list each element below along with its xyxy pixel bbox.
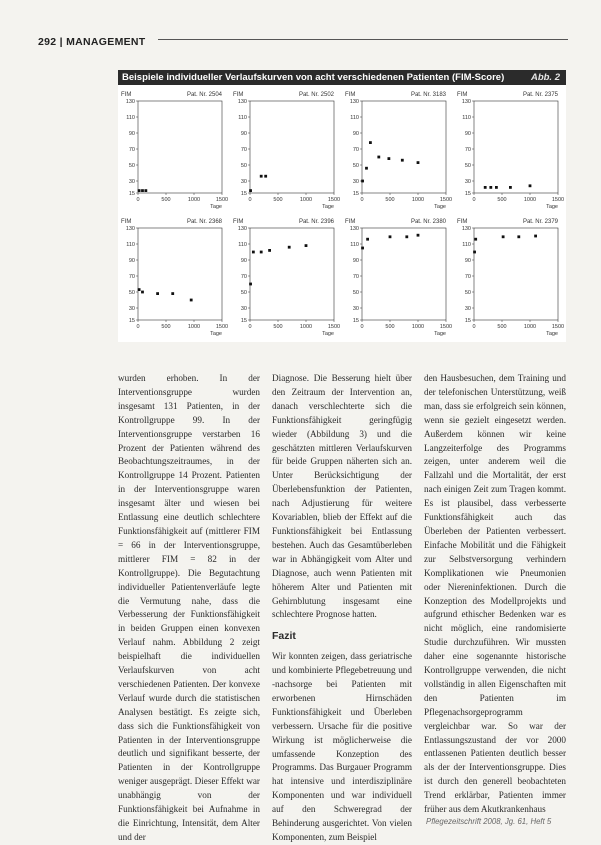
x-axis-label: Tage	[546, 331, 558, 337]
data-point	[509, 186, 512, 189]
y-tick-label: 110	[462, 115, 471, 121]
column-1-text: wurden erhoben. In der Interventionsgruppe wurden insgesamt 131 Patienten, in der Kontrollgruppe 99. In der Interventionsgruppe verstarben 16 Prozent der Patienten während des Beobachtungszeitraumes, in der Kontrollgruppe 14 Prozent. Patienten in der Interventionsgruppe waren insgesamt älter und wiesen bei Entlassung eine deutlich schlechtere Funktionsfähigkeit auf (mittlerer FIM = 66 in der Interventionsgruppe, mittlerer FIM = 82 in der Kontrollgruppe). Die Begutachtung individueller Patientenverläufe legte die Vermutung nahe, dass die Verbesserung der Funktionsfähigkeit in beiden Gruppen einen konvexen Verlauf nahm. Abbildung 2 zeigt beispielhaft die individuellen Verlaufskurven von acht verschiedenen Patienten. Der konvexe Verlauf wurde durch die statistischen Analysen bestätigt. Es zeigte sich, dass sich die Funktionsfähigkeit von Patienten in der Interventionsgruppe deutlich und signifikant besserte, der Patienten in der Kontrollgruppe weniger ausgeprägt. Dieser Effekt war unabhängig von der Funktionsfähigkeit bei Aufnahme in die Einrichtung, Intensität, dem Alter und der	[118, 373, 260, 842]
y-tick-label: 70	[128, 274, 135, 280]
y-tick-label: 110	[126, 115, 135, 121]
panel-title: Pat. Nr. 2379	[522, 219, 558, 225]
y-tick-label: 130	[349, 226, 359, 232]
y-tick-label: 15	[240, 318, 247, 324]
y-tick-label: 15	[352, 318, 359, 324]
data-point	[473, 251, 476, 254]
text-column-1	[118, 372, 260, 845]
data-point	[387, 157, 390, 160]
plot-frame	[250, 228, 334, 320]
y-tick-label: 70	[240, 274, 247, 280]
y-axis-label: FIM	[457, 92, 468, 98]
y-tick-label: 130	[349, 99, 359, 105]
y-axis-label: FIM	[345, 219, 356, 225]
x-tick-label: 1500	[327, 197, 341, 203]
data-point	[417, 234, 420, 237]
y-axis-label: FIM	[121, 92, 132, 98]
x-tick-label: 0	[248, 324, 252, 330]
y-tick-label: 130	[237, 99, 247, 105]
x-axis-label: Tage	[210, 331, 222, 337]
chart-panel	[457, 219, 564, 337]
y-tick-label: 90	[128, 131, 135, 137]
footer-citation: Pflegezeitschrift 2008, Jg. 61, Heft 5	[426, 817, 552, 826]
data-point	[534, 235, 537, 238]
y-tick-label: 110	[350, 115, 359, 121]
data-point	[369, 141, 372, 144]
x-tick-label: 1500	[215, 197, 229, 203]
data-point	[361, 247, 364, 250]
column-2-text: Diagnose. Die Besserung hielt über den Zeitraum der Intervention an, danach verschlechterte sich die Funktionsfähigkeit geringfügig wieder (Abbildung 3) und die geschätzten mittleren Verlaufskurven für beide Gruppen näherten sich an. Unter Berücksichtigung der Überlebensfunktion der Patienten, nach Adjustierung für weitere Kovariablen, blieb der Effekt auf die Funktionsfähigkeit bei Entlassung bestehen. Auch das Gesamtüberleben war in Abhängigkeit vom Alter und Diagnose, auch wenn Patienten mit höherem Alter und Patienten mit Gehirnblutung insgesamt eine schlechtere Prognose hatten.	[272, 373, 412, 620]
x-tick-label: 500	[497, 197, 507, 203]
y-tick-label: 30	[128, 306, 135, 312]
y-tick-label: 50	[240, 290, 247, 296]
x-tick-label: 500	[385, 324, 395, 330]
data-point	[377, 156, 380, 159]
data-point	[141, 291, 144, 294]
y-tick-label: 110	[238, 115, 247, 121]
data-point	[389, 235, 392, 238]
data-point	[268, 249, 271, 252]
data-point	[144, 189, 147, 192]
y-tick-label: 90	[464, 258, 471, 264]
y-tick-label: 90	[240, 258, 247, 264]
data-point	[138, 288, 141, 291]
y-tick-label: 30	[352, 306, 359, 312]
x-tick-label: 1500	[215, 324, 229, 330]
page-number: 292	[38, 36, 57, 48]
data-point	[138, 189, 141, 192]
y-tick-label: 70	[240, 147, 247, 153]
y-tick-label: 50	[464, 163, 471, 169]
x-tick-label: 1000	[411, 197, 425, 203]
y-tick-label: 70	[128, 147, 135, 153]
x-tick-label: 0	[136, 324, 140, 330]
chart-panel	[233, 92, 340, 210]
x-tick-label: 1000	[523, 324, 537, 330]
plot-frame	[138, 101, 222, 193]
data-point	[365, 167, 368, 170]
data-point	[366, 238, 369, 241]
panel-title: Pat. Nr. 2396	[298, 219, 334, 225]
data-point	[156, 292, 159, 295]
y-tick-label: 30	[128, 179, 135, 185]
panel-title: Pat. Nr. 2502	[298, 92, 334, 98]
data-point	[190, 299, 193, 302]
chart-panel	[233, 219, 340, 337]
y-tick-label: 130	[125, 99, 135, 105]
section-title: MANAGEMENT	[66, 36, 146, 48]
x-tick-label: 1000	[411, 324, 425, 330]
chart-panel	[121, 219, 228, 337]
y-tick-label: 90	[352, 131, 359, 137]
panel-title: Pat. Nr. 2368	[186, 219, 222, 225]
y-tick-label: 90	[352, 258, 359, 264]
y-axis-label: FIM	[233, 219, 244, 225]
x-tick-label: 1000	[523, 197, 537, 203]
y-tick-label: 30	[240, 179, 247, 185]
panel-title: Pat. Nr. 2504	[186, 92, 222, 98]
figure-title-bar	[118, 70, 566, 85]
x-tick-label: 1500	[439, 324, 453, 330]
x-tick-label: 1000	[187, 197, 201, 203]
x-tick-label: 500	[385, 197, 395, 203]
text-column-2	[272, 372, 412, 845]
data-point	[517, 235, 520, 238]
x-tick-label: 1500	[551, 324, 565, 330]
x-tick-label: 0	[248, 197, 252, 203]
y-tick-label: 130	[237, 226, 247, 232]
panel-title: Pat. Nr. 3183	[410, 92, 446, 98]
page-header	[38, 32, 568, 46]
y-tick-label: 70	[352, 274, 359, 280]
data-point	[529, 184, 532, 187]
data-point	[502, 235, 505, 238]
plot-frame	[250, 101, 334, 193]
y-axis-label: FIM	[233, 92, 244, 98]
header-rule	[158, 39, 568, 40]
data-point	[260, 175, 263, 178]
x-tick-label: 1000	[299, 197, 313, 203]
y-tick-label: 90	[240, 131, 247, 137]
chart-panel	[121, 92, 228, 210]
data-point	[305, 244, 308, 247]
data-point	[495, 186, 498, 189]
y-tick-label: 15	[128, 318, 135, 324]
y-tick-label: 30	[464, 306, 471, 312]
figure-label: Abb. 2	[530, 72, 560, 83]
data-point	[288, 246, 291, 249]
x-axis-label: Tage	[322, 204, 334, 210]
y-tick-label: 130	[125, 226, 135, 232]
y-tick-label: 110	[126, 242, 135, 248]
x-tick-label: 1500	[551, 197, 565, 203]
y-tick-label: 15	[352, 191, 359, 197]
panel-title: Pat. Nr. 2380	[410, 219, 446, 225]
x-axis-label: Tage	[434, 331, 446, 337]
plot-frame	[474, 228, 558, 320]
chart-panel	[457, 92, 564, 210]
plot-frame	[362, 228, 446, 320]
y-tick-label: 130	[461, 226, 471, 232]
x-tick-label: 500	[497, 324, 507, 330]
figure-title: Beispiele individueller Verlaufskurven von acht verschiedenen Patienten (FIM-Score)	[122, 72, 505, 83]
data-point	[401, 159, 404, 162]
y-tick-label: 90	[464, 131, 471, 137]
x-tick-label: 500	[161, 197, 171, 203]
chart-panel	[345, 92, 452, 210]
y-tick-label: 15	[464, 191, 471, 197]
x-axis-label: Tage	[434, 204, 446, 210]
data-point	[249, 189, 252, 192]
data-point	[252, 251, 255, 254]
plot-frame	[474, 101, 558, 193]
y-tick-label: 30	[352, 179, 359, 185]
x-tick-label: 500	[161, 324, 171, 330]
x-tick-label: 0	[360, 197, 364, 203]
x-tick-label: 500	[273, 197, 283, 203]
y-tick-label: 50	[128, 163, 135, 169]
panel-title: Pat. Nr. 2375	[522, 92, 558, 98]
x-tick-label: 1500	[439, 197, 453, 203]
y-tick-label: 50	[352, 290, 359, 296]
y-tick-label: 30	[240, 306, 247, 312]
text-column-3	[424, 372, 566, 817]
x-tick-label: 500	[273, 324, 283, 330]
page-header-text: 292 | MANAGEMENT	[38, 36, 146, 48]
x-tick-label: 1000	[299, 324, 313, 330]
y-tick-label: 110	[350, 242, 359, 248]
data-point	[249, 283, 252, 286]
column-2-text-b: Wir konnten zeigen, dass geriatrische und kombinierte Pflegebetreuung und -nachsorge bei Patienten mit erworbenen Hirnschäden Funktionsfähigkeit und Überleben verbessern. Ursache für die positive Wirkung ist möglicherweise die umfassende Konzeption des Programms. Das Burgauer Programm hat intensive und interdisziplinäre Komponenten und war individuell auf den Schweregrad der Behinderung ausgerichtet. Von vielen Komponenten, zum Beispiel	[272, 651, 412, 842]
y-tick-label: 110	[238, 242, 247, 248]
y-axis-label: FIM	[345, 92, 356, 98]
data-point	[260, 251, 263, 254]
x-tick-label: 1500	[327, 324, 341, 330]
y-axis-label: FIM	[457, 219, 468, 225]
chart-panels	[118, 88, 566, 342]
x-tick-label: 1000	[187, 324, 201, 330]
data-point	[474, 238, 477, 241]
y-tick-label: 30	[464, 179, 471, 185]
figure	[118, 70, 566, 342]
y-tick-label: 50	[464, 290, 471, 296]
y-tick-label: 15	[128, 191, 135, 197]
y-tick-label: 110	[462, 242, 471, 248]
x-axis-label: Tage	[210, 204, 222, 210]
x-axis-label: Tage	[546, 204, 558, 210]
y-tick-label: 50	[128, 290, 135, 296]
data-point	[489, 186, 492, 189]
x-axis-label: Tage	[322, 331, 334, 337]
data-point	[405, 235, 408, 238]
x-tick-label: 0	[472, 197, 476, 203]
chart-panel	[345, 219, 452, 337]
x-tick-label: 0	[360, 324, 364, 330]
plot-frame	[362, 101, 446, 193]
y-tick-label: 50	[240, 163, 247, 169]
x-tick-label: 0	[136, 197, 140, 203]
y-tick-label: 15	[240, 191, 247, 197]
y-tick-label: 130	[461, 99, 471, 105]
data-point	[264, 175, 267, 178]
y-tick-label: 90	[128, 258, 135, 264]
data-point	[484, 186, 487, 189]
y-tick-label: 15	[464, 318, 471, 324]
y-tick-label: 50	[352, 163, 359, 169]
section-heading: Fazit	[272, 630, 296, 643]
data-point	[417, 161, 420, 164]
y-tick-label: 70	[352, 147, 359, 153]
plot-frame	[138, 228, 222, 320]
column-3-text: den Hausbesuchen, dem Training und der telefonischen Unterstützung, weiß man, dass sie erfolgreich sein können, wenn sie gezielt eingesetzt werden. Außerdem können wir keine Langzeiterfolge des Programms zeigen, unter anderem weil die Fallzahl und die Mortalität, der erst nach einigen Zeit zum Tragen kommt. Es ist plausibel, dass verbesserte Funktionsfähigkeit auch das Überleben der Patienten verbessert. Einfache Mobilität und die Fähigkeit zur Selbstversorgung verhindern Komplikationen wie Pneumonien oder Niereninfektionen. Durch die Konzeption des Modellprojekts und aufgrund ethischer Bedenken war es nicht möglich, eine randomisierte Studie durchzuführen. Wir mussten daher eine sogenannte historische Kontrollgruppe verwenden, die nicht vollständig in allen Eigenschaften mit den Patienten im Pflegenachsorgeprogramm vergleichbar war. So war der Entlassungszustand der vor 2000 entlassenen Patienten deutlich besser als der der Interventionsgruppe. Dies ist durch den generell beobachteten Trend erklärbar, Patienten immer früher aus dem Akutkrankenhaus	[424, 373, 566, 815]
y-axis-label: FIM	[121, 219, 132, 225]
y-tick-label: 70	[464, 274, 471, 280]
x-tick-label: 0	[472, 324, 476, 330]
data-point	[171, 292, 174, 295]
y-tick-label: 70	[464, 147, 471, 153]
data-point	[141, 189, 144, 192]
data-point	[361, 180, 364, 183]
